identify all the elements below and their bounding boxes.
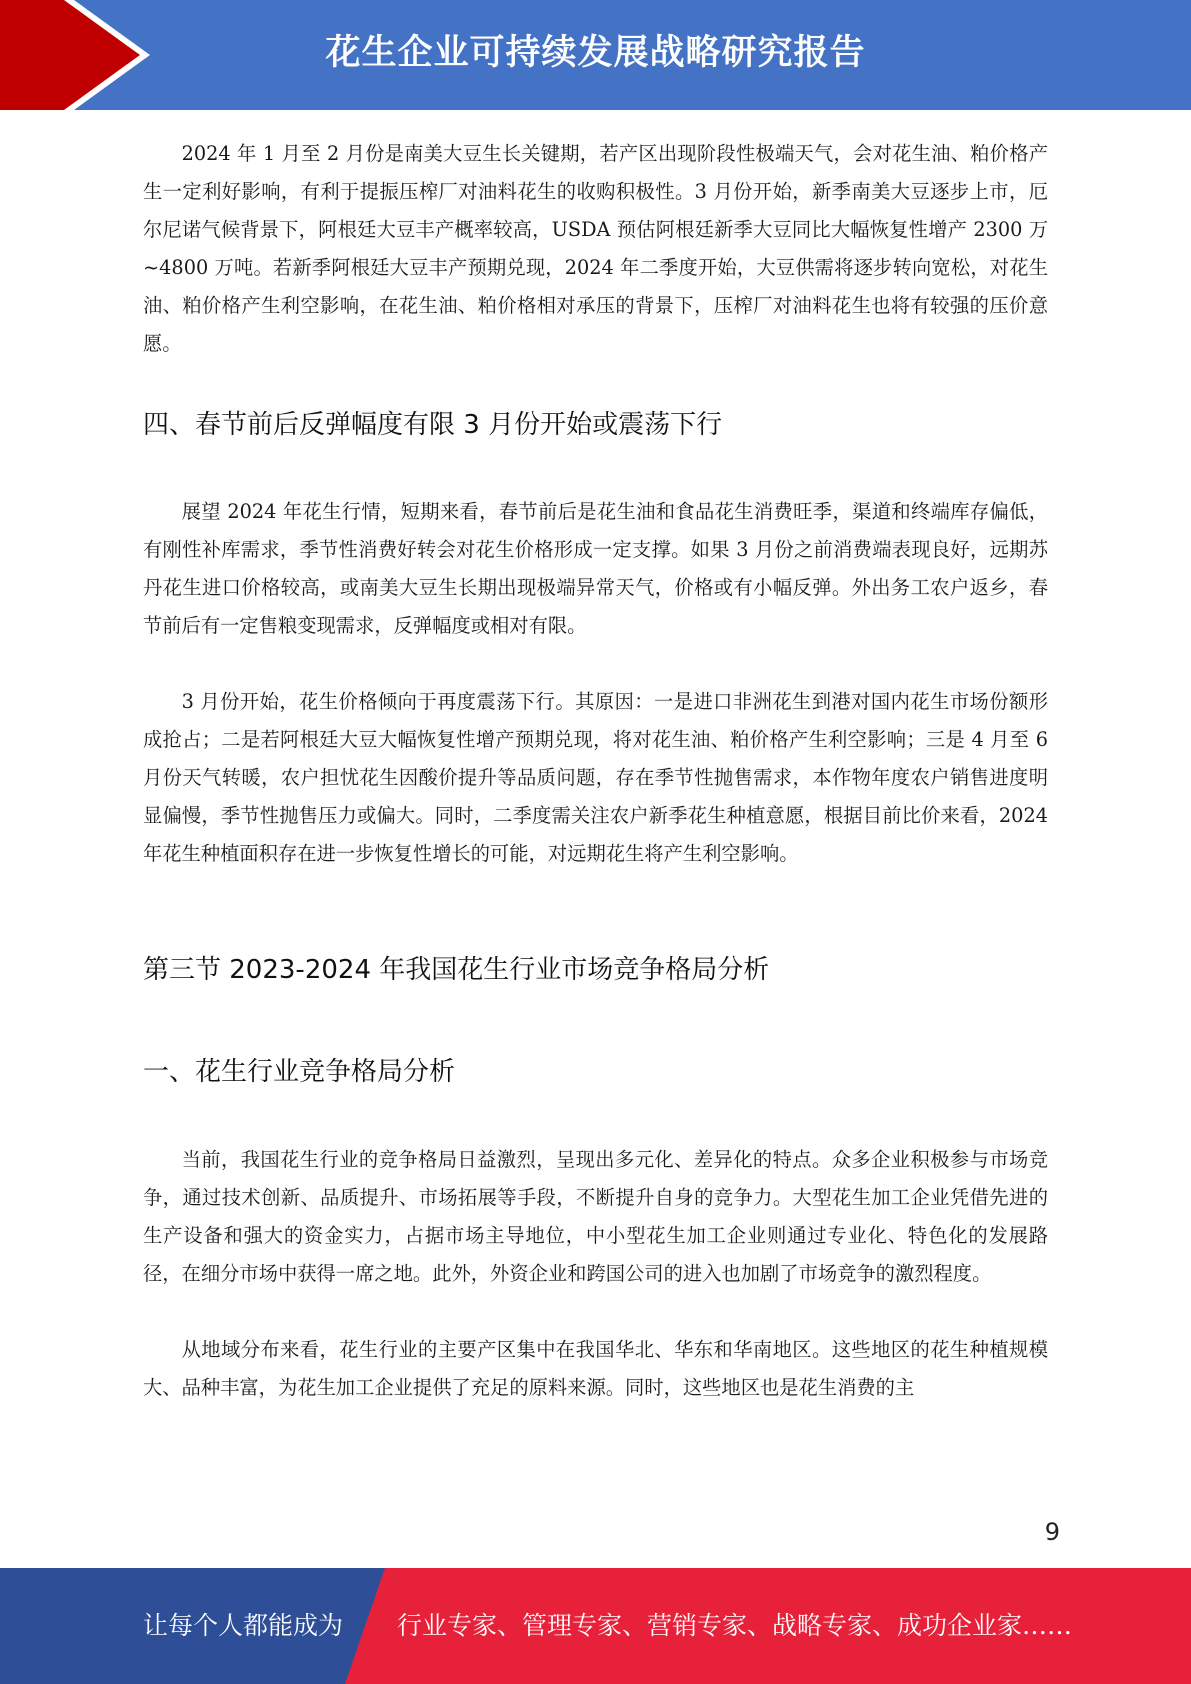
paragraph-regional-distribution: 从地域分布来看，花生行业的主要产区集中在我国华北、华东和华南地区。这些地区的花生种植规模大、品种丰富，为花生加工企业提供了充足的原料来源。同时，这些地区也是花生消费的主	[143, 1338, 1048, 1399]
paragraph-short-term-outlook: 展望 2024 年花生行情，短期来看，春节前后是花生油和食品花生消费旺季，渠道和终端库存偏低，有刚性补库需求，季节性消费好转会对花生价格形成一定支撑。如果 3 月份之前消费端表现良好，远期苏丹花生进口价格较高，或南美大豆生长期出现极端异常天气，价格或有小幅反弹。外出务工农户返乡，春节前后有一定售粮变现需求，反弹幅度或相对有限。	[143, 500, 1048, 637]
section-heading-4: 四、春节前后反弹幅度有限 3 月份开始或震荡下行	[143, 410, 723, 440]
page-number: 9	[1044, 1518, 1060, 1546]
header-banner	[0, 0, 1191, 110]
document-body	[143, 135, 1048, 1407]
paragraph-competition: 当前，我国花生行业的竞争格局日益激烈，呈现出多元化、差异化的特点。众多企业积极参与市场竞争，通过技术创新、品质提升、市场拓展等手段，不断提升自身的竞争力。大型花生加工企业凭借先进的生产设备和强大的资金实力，占据市场主导地位，中小型花生加工企业则通过专业化、特色化的发展路径，在细分市场中获得一席之地。此外，外资企业和跨国公司的进入也加剧了市场竞争的激烈程度。	[143, 1148, 1048, 1285]
paragraph-soybean-outlook: 2024 年 1 月至 2 月份是南美大豆生长关键期，若产区出现阶段性极端天气，会对花生油、粕价格产生一定利好影响，有利于提振压榨厂对油料花生的收购积极性。3 月份开始，新季南美大豆逐步上市，厄尔尼诺气候背景下，阿根廷大豆丰产概率较高，USDA 预估阿根廷新季大豆同比大幅恢复性增产 2300 万~4800 万吨。若新季阿根廷大豆丰产预期兑现，2024 年二季度开始，大豆供需将逐步转向宽松，对花生油、粕价格产生利空影响，在花生油、粕价格相对承压的背景下，压榨厂对油料花生也将有较强的压价意愿。	[143, 142, 1048, 355]
report-title: 花生企业可持续发展战略研究报告	[325, 33, 866, 73]
paragraph-march-outlook: 3 月份开始，花生价格倾向于再度震荡下行。其原因：一是进口非洲花生到港对国内花生市场份额形成抢占；二是若阿根廷大豆大幅恢复性增产预期兑现，将对花生油、粕价格产生利空影响；三是 4 月至 6 月份天气转暖，农户担忧花生因酸价提升等品质问题，存在季节性抛售需求，本作物年度农户销售进度明显偏慢，季节性抛售压力或偏大。同时，二季度需关注农户新季花生种植意愿，根据目前比价来看，2024 年花生种植面积存在进一步恢复性增长的可能，对远期花生将产生利空影响。	[143, 690, 1048, 865]
footer-slogan-right: 行业专家、管理专家、营销专家、战略专家、成功企业家……	[397, 1611, 1073, 1640]
chapter-heading-3: 第三节 2023-2024 年我国花生行业市场竞争格局分析	[143, 955, 770, 985]
section-heading-1: 一、花生行业竞争格局分析	[143, 1057, 456, 1087]
footer-slogan-left: 让每个人都能成为	[143, 1611, 344, 1640]
footer-banner	[0, 1568, 1191, 1684]
